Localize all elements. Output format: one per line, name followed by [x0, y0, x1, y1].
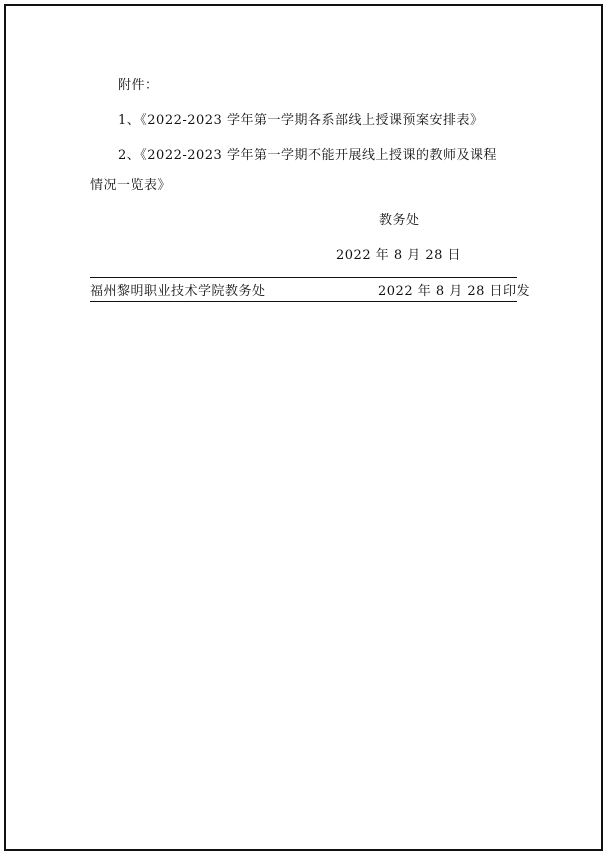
signature-date: 2022 年 8 月 28 日 — [336, 248, 462, 263]
footer-print-date: 2022 年 8 月 28 日印发 — [378, 284, 531, 299]
footer-bottom-rule — [90, 301, 517, 302]
attachment-item-1: 1、《2022-2023 学年第一学期各系部线上授课预案安排表》 — [118, 113, 484, 128]
document-page — [4, 4, 603, 851]
signature-department: 教务处 — [379, 213, 420, 228]
attachment-label: 附件： — [118, 78, 159, 93]
footer-top-rule — [90, 277, 517, 278]
attachment-item-2-continuation: 情况一览表》 — [90, 178, 172, 193]
footer-issuer: 福州黎明职业技术学院教务处 — [90, 284, 266, 299]
attachment-item-2: 2、《2022-2023 学年第一学期不能开展线上授课的教师及课程 — [118, 148, 497, 163]
